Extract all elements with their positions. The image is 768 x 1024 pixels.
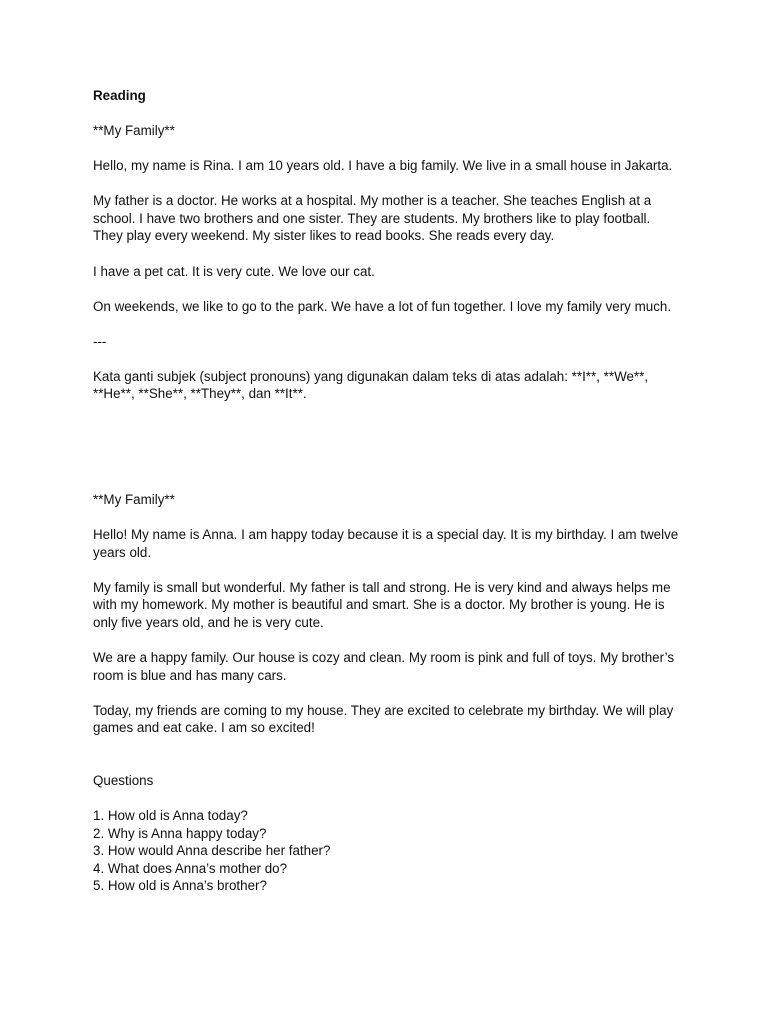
section-heading: Reading <box>93 88 146 103</box>
pronoun-note: Kata ganti subjek (subject pronouns) yang digunakan dalam teks di atas adalah: **I**, **We**, **He**, **She**, **They**, dan **It**. <box>93 368 649 402</box>
story2-paragraph: Hello! My name is Anna. I am happy today because it is a special day. It is my birthday. I am twelve years old. <box>93 527 679 560</box>
questions-heading: Questions <box>93 772 154 788</box>
question-item: 2. Why is Anna happy today? <box>93 825 267 841</box>
story1-paragraph: On weekends, we like to go to the park. We have a lot of fun together. I love my family very much. <box>93 298 672 314</box>
story2-title: **My Family** <box>93 492 175 508</box>
story1-title: **My Family** <box>93 123 175 139</box>
story1-paragraph: I have a pet cat. It is very cute. We love our cat. <box>93 263 375 279</box>
document-page <box>93 87 683 895</box>
story2-paragraph: My family is small but wonderful. My father is tall and strong. He is very kind and always helps me with my homework. My mother is beautiful and smart. She is a doctor. My brother is young. He is only five years old, and he is very cute. <box>93 579 671 630</box>
question-item: 1. How old is Anna today? <box>93 808 248 824</box>
story1-paragraph: Hello, my name is Rina. I am 10 years old. I have a big family. We live in a small house in Jakarta. <box>93 158 673 174</box>
question-item: 5. How old is Anna’s brother? <box>93 878 267 894</box>
story2-paragraph: Today, my friends are coming to my house. They are excited to celebrate my birthday. We will play games and eat cake. I am so excited! <box>93 702 674 736</box>
separator: --- <box>93 333 107 349</box>
questions-list <box>93 807 683 895</box>
story1-paragraph: My father is a doctor. He works at a hospital. My mother is a teacher. She teaches English at a school. I have two brothers and one sister. They are students. My brothers like to play football. They play every weekend. My sister likes to read books. She reads every day. <box>93 193 652 244</box>
story2-paragraph: We are a happy family. Our house is cozy and clean. My room is pink and full of toys. My brother’s room is blue and has many cars. <box>93 650 675 683</box>
question-item: 3. How would Anna describe her father? <box>93 843 331 859</box>
question-item: 4. What does Anna’s mother do? <box>93 860 288 876</box>
